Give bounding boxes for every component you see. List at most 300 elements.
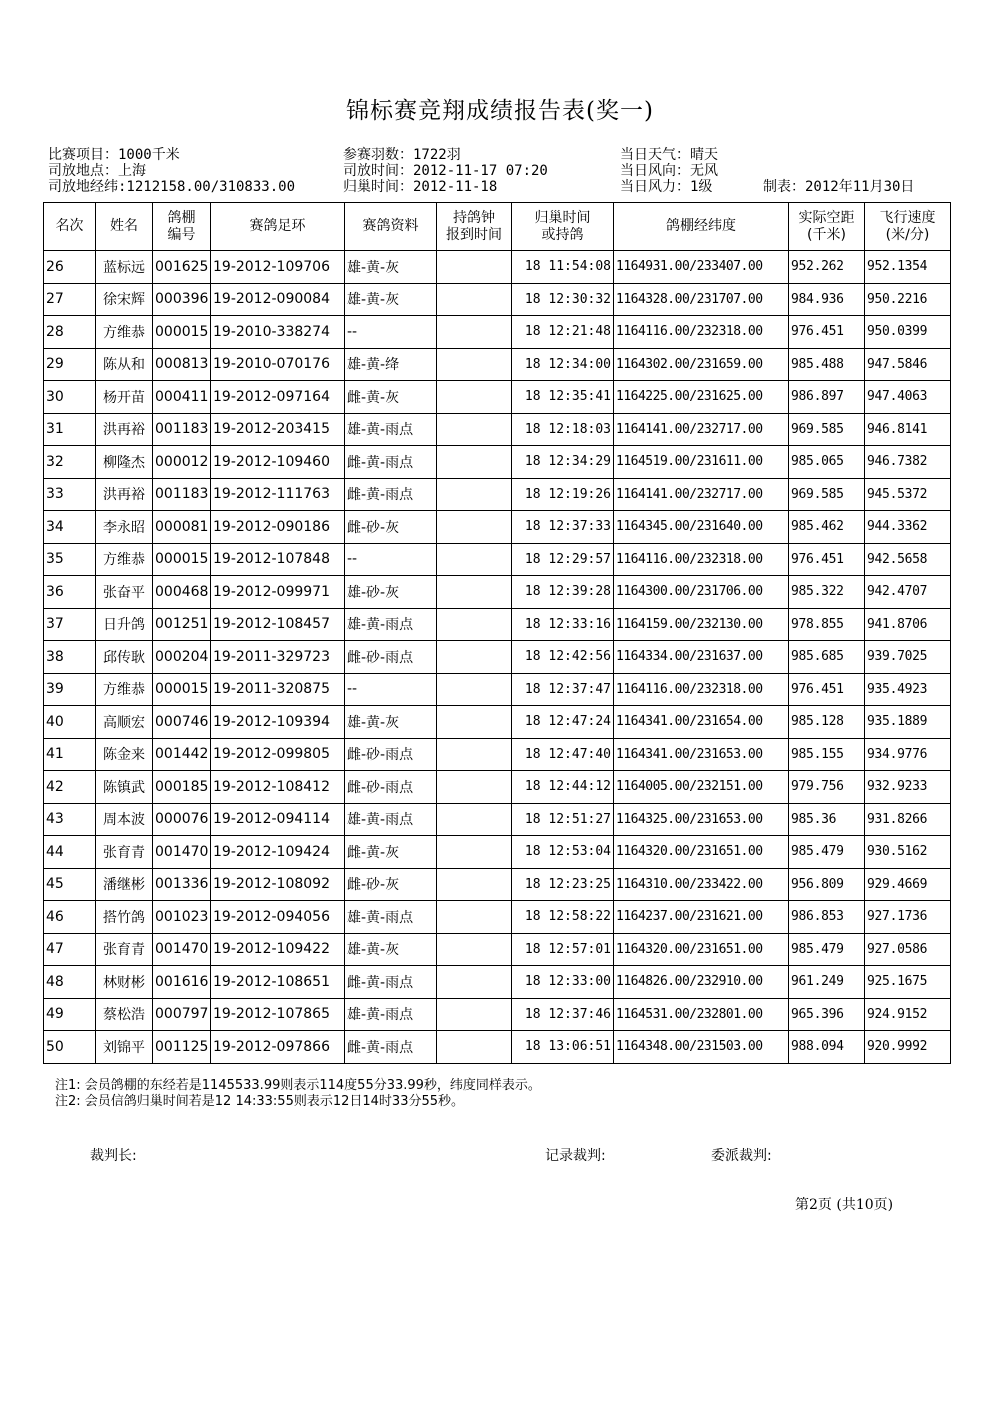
cell-info: 雄-黄-雨点 <box>345 901 437 934</box>
cell-return-time: 18 12:47:40 <box>512 738 614 771</box>
cell-clock-time <box>437 1031 512 1064</box>
column-header-distance: 实际空距 (千米) <box>789 203 865 251</box>
cell-speed: 942.4707 <box>865 576 951 609</box>
table-row <box>44 316 951 349</box>
cell-info: 雄-黄-灰 <box>345 706 437 739</box>
table-row <box>44 966 951 999</box>
cell-info: 雄-黄-灰 <box>345 251 437 284</box>
cell-clock-time <box>437 576 512 609</box>
cell-speed: 932.9233 <box>865 771 951 804</box>
cell-return-time: 18 12:29:57 <box>512 543 614 576</box>
cell-loft-coords: 1164325.00/231653.00 <box>614 803 789 836</box>
cell-info: 雌-砂-雨点 <box>345 738 437 771</box>
cell-loft-coords: 1164237.00/231621.00 <box>614 901 789 934</box>
cell-speed: 941.8706 <box>865 608 951 641</box>
page-title: 锦标赛竞翔成绩报告表(奖一) <box>346 98 654 124</box>
table-row <box>44 413 951 446</box>
release-place: 司放地点：上海 <box>48 163 146 179</box>
cell-info: 雄-砂-灰 <box>345 576 437 609</box>
cell-loft-id: 001183 <box>153 478 211 511</box>
cell-info: 雄-黄-雨点 <box>345 998 437 1031</box>
table-row <box>44 478 951 511</box>
results-table <box>43 202 951 1064</box>
cell-loft-id: 000015 <box>153 543 211 576</box>
cell-speed: 947.4063 <box>865 381 951 414</box>
cell-info: 雌-砂-灰 <box>345 868 437 901</box>
cell-distance: 985.36 <box>789 803 865 836</box>
cell-ring: 19-2012-109422 <box>211 933 345 966</box>
table-row <box>44 836 951 869</box>
cell-loft-coords: 1164334.00/231637.00 <box>614 641 789 674</box>
appointed-judge-label: 委派裁判: <box>711 1148 772 1164</box>
cell-loft-id: 000185 <box>153 771 211 804</box>
cell-clock-time <box>437 738 512 771</box>
table-row <box>44 998 951 1031</box>
cell-speed: 945.5372 <box>865 478 951 511</box>
cell-speed: 935.4923 <box>865 673 951 706</box>
table-row <box>44 901 951 934</box>
cell-clock-time <box>437 641 512 674</box>
cell-loft-coords: 1164320.00/231651.00 <box>614 933 789 966</box>
cell-loft-id: 001023 <box>153 901 211 934</box>
cell-loft-id: 000468 <box>153 576 211 609</box>
cell-speed: 927.0586 <box>865 933 951 966</box>
notes <box>55 1078 541 1110</box>
cell-name: 陈从和 <box>96 348 153 381</box>
cell-clock-time <box>437 803 512 836</box>
cell-name: 高顺宏 <box>96 706 153 739</box>
cell-loft-coords: 1164341.00/231654.00 <box>614 706 789 739</box>
cell-speed: 947.5846 <box>865 348 951 381</box>
table-row <box>44 348 951 381</box>
column-header-clock-time: 持鸽钟 报到时间 <box>437 203 512 251</box>
cell-loft-id: 001336 <box>153 868 211 901</box>
cell-clock-time <box>437 283 512 316</box>
cell-rank: 37 <box>44 608 96 641</box>
cell-rank: 41 <box>44 738 96 771</box>
cell-speed: 920.9992 <box>865 1031 951 1064</box>
cell-clock-time <box>437 706 512 739</box>
cell-info: -- <box>345 316 437 349</box>
cell-speed: 950.0399 <box>865 316 951 349</box>
column-header-loft-coords: 鸽棚经纬度 <box>614 203 789 251</box>
cell-info: 雌-砂-灰 <box>345 511 437 544</box>
column-header-speed: 飞行速度 (米/分) <box>865 203 951 251</box>
cell-rank: 39 <box>44 673 96 706</box>
cell-loft-id: 000015 <box>153 316 211 349</box>
weather-label: 当日天气：晴天 <box>620 147 718 163</box>
cell-loft-id: 001470 <box>153 836 211 869</box>
cell-rank: 43 <box>44 803 96 836</box>
cell-loft-coords: 1164116.00/232318.00 <box>614 316 789 349</box>
cell-ring: 19-2012-108092 <box>211 868 345 901</box>
cell-return-time: 18 12:18:03 <box>512 413 614 446</box>
cell-return-time: 18 12:37:46 <box>512 998 614 1031</box>
chief-judge-label: 裁判长: <box>90 1148 137 1164</box>
cell-rank: 35 <box>44 543 96 576</box>
cell-rank: 48 <box>44 966 96 999</box>
cell-speed: 925.1675 <box>865 966 951 999</box>
cell-name: 蔡松浩 <box>96 998 153 1031</box>
cell-name: 方维恭 <box>96 673 153 706</box>
cell-distance: 956.809 <box>789 868 865 901</box>
cell-clock-time <box>437 348 512 381</box>
cell-name: 邱传耿 <box>96 641 153 674</box>
cell-return-time: 18 12:44:12 <box>512 771 614 804</box>
cell-ring: 19-2012-107865 <box>211 998 345 1031</box>
cell-loft-coords: 1164116.00/232318.00 <box>614 673 789 706</box>
cell-rank: 42 <box>44 771 96 804</box>
cell-distance: 985.065 <box>789 446 865 479</box>
cell-loft-coords: 1164320.00/231651.00 <box>614 836 789 869</box>
entry-count: 参赛羽数：1722羽 <box>343 147 461 163</box>
cell-loft-id: 000076 <box>153 803 211 836</box>
cell-ring: 19-2012-099971 <box>211 576 345 609</box>
cell-return-time: 18 12:34:00 <box>512 348 614 381</box>
cell-clock-time <box>437 381 512 414</box>
cell-loft-coords: 1164302.00/231659.00 <box>614 348 789 381</box>
table-row <box>44 283 951 316</box>
cell-loft-coords: 1164341.00/231653.00 <box>614 738 789 771</box>
cell-info: 雄-黄-灰 <box>345 933 437 966</box>
cell-distance: 985.685 <box>789 641 865 674</box>
cell-clock-time <box>437 251 512 284</box>
cell-rank: 40 <box>44 706 96 739</box>
cell-loft-id: 000012 <box>153 446 211 479</box>
table-row <box>44 446 951 479</box>
cell-distance: 976.451 <box>789 316 865 349</box>
cell-ring: 19-2012-109424 <box>211 836 345 869</box>
column-header-rank: 名次 <box>44 203 96 251</box>
cell-info: 雌-黄-灰 <box>345 836 437 869</box>
cell-ring: 19-2011-329723 <box>211 641 345 674</box>
cell-return-time: 18 12:34:29 <box>512 446 614 479</box>
cell-distance: 985.128 <box>789 706 865 739</box>
cell-name: 方维恭 <box>96 316 153 349</box>
cell-ring: 19-2012-097866 <box>211 1031 345 1064</box>
cell-ring: 19-2012-108651 <box>211 966 345 999</box>
cell-clock-time <box>437 771 512 804</box>
cell-info: 雄-黄-灰 <box>345 283 437 316</box>
table-row <box>44 511 951 544</box>
table-row <box>44 803 951 836</box>
cell-clock-time <box>437 836 512 869</box>
cell-clock-time <box>437 511 512 544</box>
cell-loft-id: 001442 <box>153 738 211 771</box>
cell-info: 雄-黄-雨点 <box>345 803 437 836</box>
cell-loft-id: 001625 <box>153 251 211 284</box>
cell-distance: 985.462 <box>789 511 865 544</box>
cell-rank: 34 <box>44 511 96 544</box>
cell-speed: 946.7382 <box>865 446 951 479</box>
cell-return-time: 18 12:30:32 <box>512 283 614 316</box>
table-row <box>44 771 951 804</box>
cell-distance: 961.249 <box>789 966 865 999</box>
cell-distance: 969.585 <box>789 478 865 511</box>
cell-name: 柳隆杰 <box>96 446 153 479</box>
cell-speed: 924.9152 <box>865 998 951 1031</box>
cell-name: 林财彬 <box>96 966 153 999</box>
cell-loft-coords: 1164159.00/232130.00 <box>614 608 789 641</box>
column-header-info: 赛鸽资料 <box>345 203 437 251</box>
cell-ring: 19-2012-094056 <box>211 901 345 934</box>
cell-clock-time <box>437 608 512 641</box>
cell-ring: 19-2012-108412 <box>211 771 345 804</box>
cell-clock-time <box>437 413 512 446</box>
cell-rank: 49 <box>44 998 96 1031</box>
cell-name: 张奋平 <box>96 576 153 609</box>
cell-info: 雌-砂-雨点 <box>345 771 437 804</box>
cell-ring: 19-2012-099805 <box>211 738 345 771</box>
cell-rank: 36 <box>44 576 96 609</box>
release-time: 司放时间：2012-11-17 07:20 <box>343 163 548 179</box>
cell-loft-id: 000746 <box>153 706 211 739</box>
column-header-return-time: 归巢时间 或持鸽 <box>512 203 614 251</box>
table-row <box>44 868 951 901</box>
note-2: 注2: 会员信鸽归巢时间若是12 14:33:55则表示12日14时33分55秒。 <box>55 1094 465 1109</box>
cell-info: 雌-黄-雨点 <box>345 966 437 999</box>
cell-distance: 985.488 <box>789 348 865 381</box>
cell-rank: 30 <box>44 381 96 414</box>
cell-loft-coords: 1164116.00/232318.00 <box>614 543 789 576</box>
cell-speed: 942.5658 <box>865 543 951 576</box>
cell-ring: 19-2012-108457 <box>211 608 345 641</box>
cell-info: 雌-黄-雨点 <box>345 478 437 511</box>
cell-distance: 985.479 <box>789 836 865 869</box>
cell-return-time: 18 12:47:24 <box>512 706 614 739</box>
cell-info: 雄-黄-绛 <box>345 348 437 381</box>
cell-loft-id: 001183 <box>153 413 211 446</box>
cell-ring: 19-2012-111763 <box>211 478 345 511</box>
cell-name: 杨开苗 <box>96 381 153 414</box>
cell-return-time: 18 12:39:28 <box>512 576 614 609</box>
cell-name: 张育青 <box>96 933 153 966</box>
cell-name: 潘继彬 <box>96 868 153 901</box>
cell-ring: 19-2012-109394 <box>211 706 345 739</box>
cell-info: 雌-黄-雨点 <box>345 1031 437 1064</box>
cell-clock-time <box>437 673 512 706</box>
cell-distance: 978.855 <box>789 608 865 641</box>
cell-name: 搭竹鸽 <box>96 901 153 934</box>
table-body <box>44 251 951 1064</box>
cell-info: 雄-黄-雨点 <box>345 608 437 641</box>
cell-loft-coords: 1164345.00/231640.00 <box>614 511 789 544</box>
cell-info: 雌-黄-灰 <box>345 381 437 414</box>
cell-loft-id: 001125 <box>153 1031 211 1064</box>
cell-name: 方维恭 <box>96 543 153 576</box>
cell-loft-coords: 1164005.00/232151.00 <box>614 771 789 804</box>
cell-rank: 32 <box>44 446 96 479</box>
page-number: 第2页 (共10页) <box>795 1197 894 1213</box>
note-1: 注1: 会员鸽棚的东经若是1145533.99则表示114度55分33.99秒，纬度同样表示。 <box>55 1078 541 1093</box>
cell-loft-coords: 1164931.00/233407.00 <box>614 251 789 284</box>
cell-name: 张育青 <box>96 836 153 869</box>
cell-ring: 19-2010-338274 <box>211 316 345 349</box>
cell-info: -- <box>345 543 437 576</box>
cell-return-time: 18 12:21:48 <box>512 316 614 349</box>
cell-rank: 44 <box>44 836 96 869</box>
cell-speed: 944.3362 <box>865 511 951 544</box>
cell-loft-coords: 1164300.00/231706.00 <box>614 576 789 609</box>
cell-distance: 952.262 <box>789 251 865 284</box>
cell-speed: 934.9776 <box>865 738 951 771</box>
cell-speed: 935.1889 <box>865 706 951 739</box>
cell-loft-id: 001470 <box>153 933 211 966</box>
table-row <box>44 933 951 966</box>
cell-distance: 979.756 <box>789 771 865 804</box>
cell-return-time: 18 12:51:27 <box>512 803 614 836</box>
table-row <box>44 738 951 771</box>
return-date: 归巢时间：2012-11-18 <box>343 179 498 195</box>
cell-name: 洪再裕 <box>96 413 153 446</box>
cell-distance: 976.451 <box>789 543 865 576</box>
cell-return-time: 18 12:57:01 <box>512 933 614 966</box>
cell-loft-id: 000411 <box>153 381 211 414</box>
cell-distance: 986.897 <box>789 381 865 414</box>
cell-loft-coords: 1164826.00/232910.00 <box>614 966 789 999</box>
cell-loft-coords: 1164141.00/232717.00 <box>614 478 789 511</box>
cell-clock-time <box>437 868 512 901</box>
cell-ring: 19-2012-097164 <box>211 381 345 414</box>
cell-name: 周本波 <box>96 803 153 836</box>
cell-rank: 28 <box>44 316 96 349</box>
column-header-name: 姓名 <box>96 203 153 251</box>
cell-distance: 985.479 <box>789 933 865 966</box>
cell-ring: 19-2012-203415 <box>211 413 345 446</box>
cell-ring: 19-2011-320875 <box>211 673 345 706</box>
cell-return-time: 18 12:37:33 <box>512 511 614 544</box>
event-label: 比赛项目：1000千米 <box>48 147 180 163</box>
cell-rank: 45 <box>44 868 96 901</box>
cell-loft-id: 001251 <box>153 608 211 641</box>
cell-clock-time <box>437 543 512 576</box>
cell-name: 洪再裕 <box>96 478 153 511</box>
cell-rank: 26 <box>44 251 96 284</box>
wind-force: 当日风力：1级 <box>620 179 713 195</box>
cell-rank: 46 <box>44 901 96 934</box>
cell-name: 徐宋辉 <box>96 283 153 316</box>
cell-distance: 976.451 <box>789 673 865 706</box>
cell-loft-coords: 1164531.00/232801.00 <box>614 998 789 1031</box>
cell-speed: 939.7025 <box>865 641 951 674</box>
cell-loft-coords: 1164519.00/231611.00 <box>614 446 789 479</box>
cell-loft-id: 000204 <box>153 641 211 674</box>
cell-return-time: 18 12:42:56 <box>512 641 614 674</box>
cell-speed: 930.5162 <box>865 836 951 869</box>
cell-name: 刘锦平 <box>96 1031 153 1064</box>
cell-clock-time <box>437 446 512 479</box>
cell-ring: 19-2012-094114 <box>211 803 345 836</box>
cell-name: 陈金来 <box>96 738 153 771</box>
cell-loft-coords: 1164328.00/231707.00 <box>614 283 789 316</box>
cell-rank: 38 <box>44 641 96 674</box>
cell-distance: 985.155 <box>789 738 865 771</box>
cell-return-time: 18 13:06:51 <box>512 1031 614 1064</box>
cell-ring: 19-2012-109706 <box>211 251 345 284</box>
cell-loft-coords: 1164141.00/232717.00 <box>614 413 789 446</box>
cell-speed: 950.2216 <box>865 283 951 316</box>
cell-rank: 29 <box>44 348 96 381</box>
cell-loft-coords: 1164310.00/233422.00 <box>614 868 789 901</box>
wind-direction: 当日风向：无风 <box>620 163 718 179</box>
cell-return-time: 18 11:54:08 <box>512 251 614 284</box>
cell-info: 雌-黄-雨点 <box>345 446 437 479</box>
cell-return-time: 18 12:33:16 <box>512 608 614 641</box>
cell-info: 雄-黄-雨点 <box>345 413 437 446</box>
cell-name: 日升鸽 <box>96 608 153 641</box>
cell-loft-id: 000813 <box>153 348 211 381</box>
cell-distance: 965.396 <box>789 998 865 1031</box>
cell-return-time: 18 12:53:04 <box>512 836 614 869</box>
cell-clock-time <box>437 901 512 934</box>
table-row <box>44 381 951 414</box>
cell-loft-id: 000797 <box>153 998 211 1031</box>
cell-speed: 931.8266 <box>865 803 951 836</box>
table-row <box>44 1031 951 1064</box>
cell-name: 李永昭 <box>96 511 153 544</box>
cell-clock-time <box>437 933 512 966</box>
cell-rank: 33 <box>44 478 96 511</box>
cell-rank: 47 <box>44 933 96 966</box>
table-row <box>44 673 951 706</box>
cell-distance: 985.322 <box>789 576 865 609</box>
cell-name: 蓝标远 <box>96 251 153 284</box>
column-header-loft-id: 鸽棚 编号 <box>153 203 211 251</box>
cell-info: 雌-砂-雨点 <box>345 641 437 674</box>
cell-loft-id: 001616 <box>153 966 211 999</box>
cell-loft-id: 000081 <box>153 511 211 544</box>
cell-return-time: 18 12:37:47 <box>512 673 614 706</box>
table-header-row <box>44 203 951 251</box>
cell-ring: 19-2012-107848 <box>211 543 345 576</box>
cell-loft-coords: 1164225.00/231625.00 <box>614 381 789 414</box>
table-row <box>44 608 951 641</box>
cell-ring: 19-2012-090084 <box>211 283 345 316</box>
cell-ring: 19-2010-070176 <box>211 348 345 381</box>
made-date: 制表：2012年11月30日 <box>763 179 915 195</box>
table-row <box>44 641 951 674</box>
cell-clock-time <box>437 966 512 999</box>
cell-clock-time <box>437 478 512 511</box>
table-row <box>44 576 951 609</box>
cell-ring: 19-2012-109460 <box>211 446 345 479</box>
cell-speed: 927.1736 <box>865 901 951 934</box>
recorder-judge-label: 记录裁判: <box>545 1148 606 1164</box>
cell-clock-time <box>437 998 512 1031</box>
cell-ring: 19-2012-090186 <box>211 511 345 544</box>
cell-speed: 929.4669 <box>865 868 951 901</box>
cell-name: 陈镇武 <box>96 771 153 804</box>
cell-return-time: 18 12:33:00 <box>512 966 614 999</box>
cell-loft-id: 000015 <box>153 673 211 706</box>
cell-return-time: 18 12:23:25 <box>512 868 614 901</box>
table-row <box>44 251 951 284</box>
cell-loft-id: 000396 <box>153 283 211 316</box>
column-header-ring: 赛鸽足环 <box>211 203 345 251</box>
table-row <box>44 706 951 739</box>
cell-distance: 984.936 <box>789 283 865 316</box>
cell-rank: 31 <box>44 413 96 446</box>
cell-rank: 50 <box>44 1031 96 1064</box>
cell-rank: 27 <box>44 283 96 316</box>
cell-distance: 988.094 <box>789 1031 865 1064</box>
cell-distance: 986.853 <box>789 901 865 934</box>
cell-info: -- <box>345 673 437 706</box>
cell-return-time: 18 12:19:26 <box>512 478 614 511</box>
cell-return-time: 18 12:35:41 <box>512 381 614 414</box>
cell-clock-time <box>437 316 512 349</box>
cell-speed: 946.8141 <box>865 413 951 446</box>
